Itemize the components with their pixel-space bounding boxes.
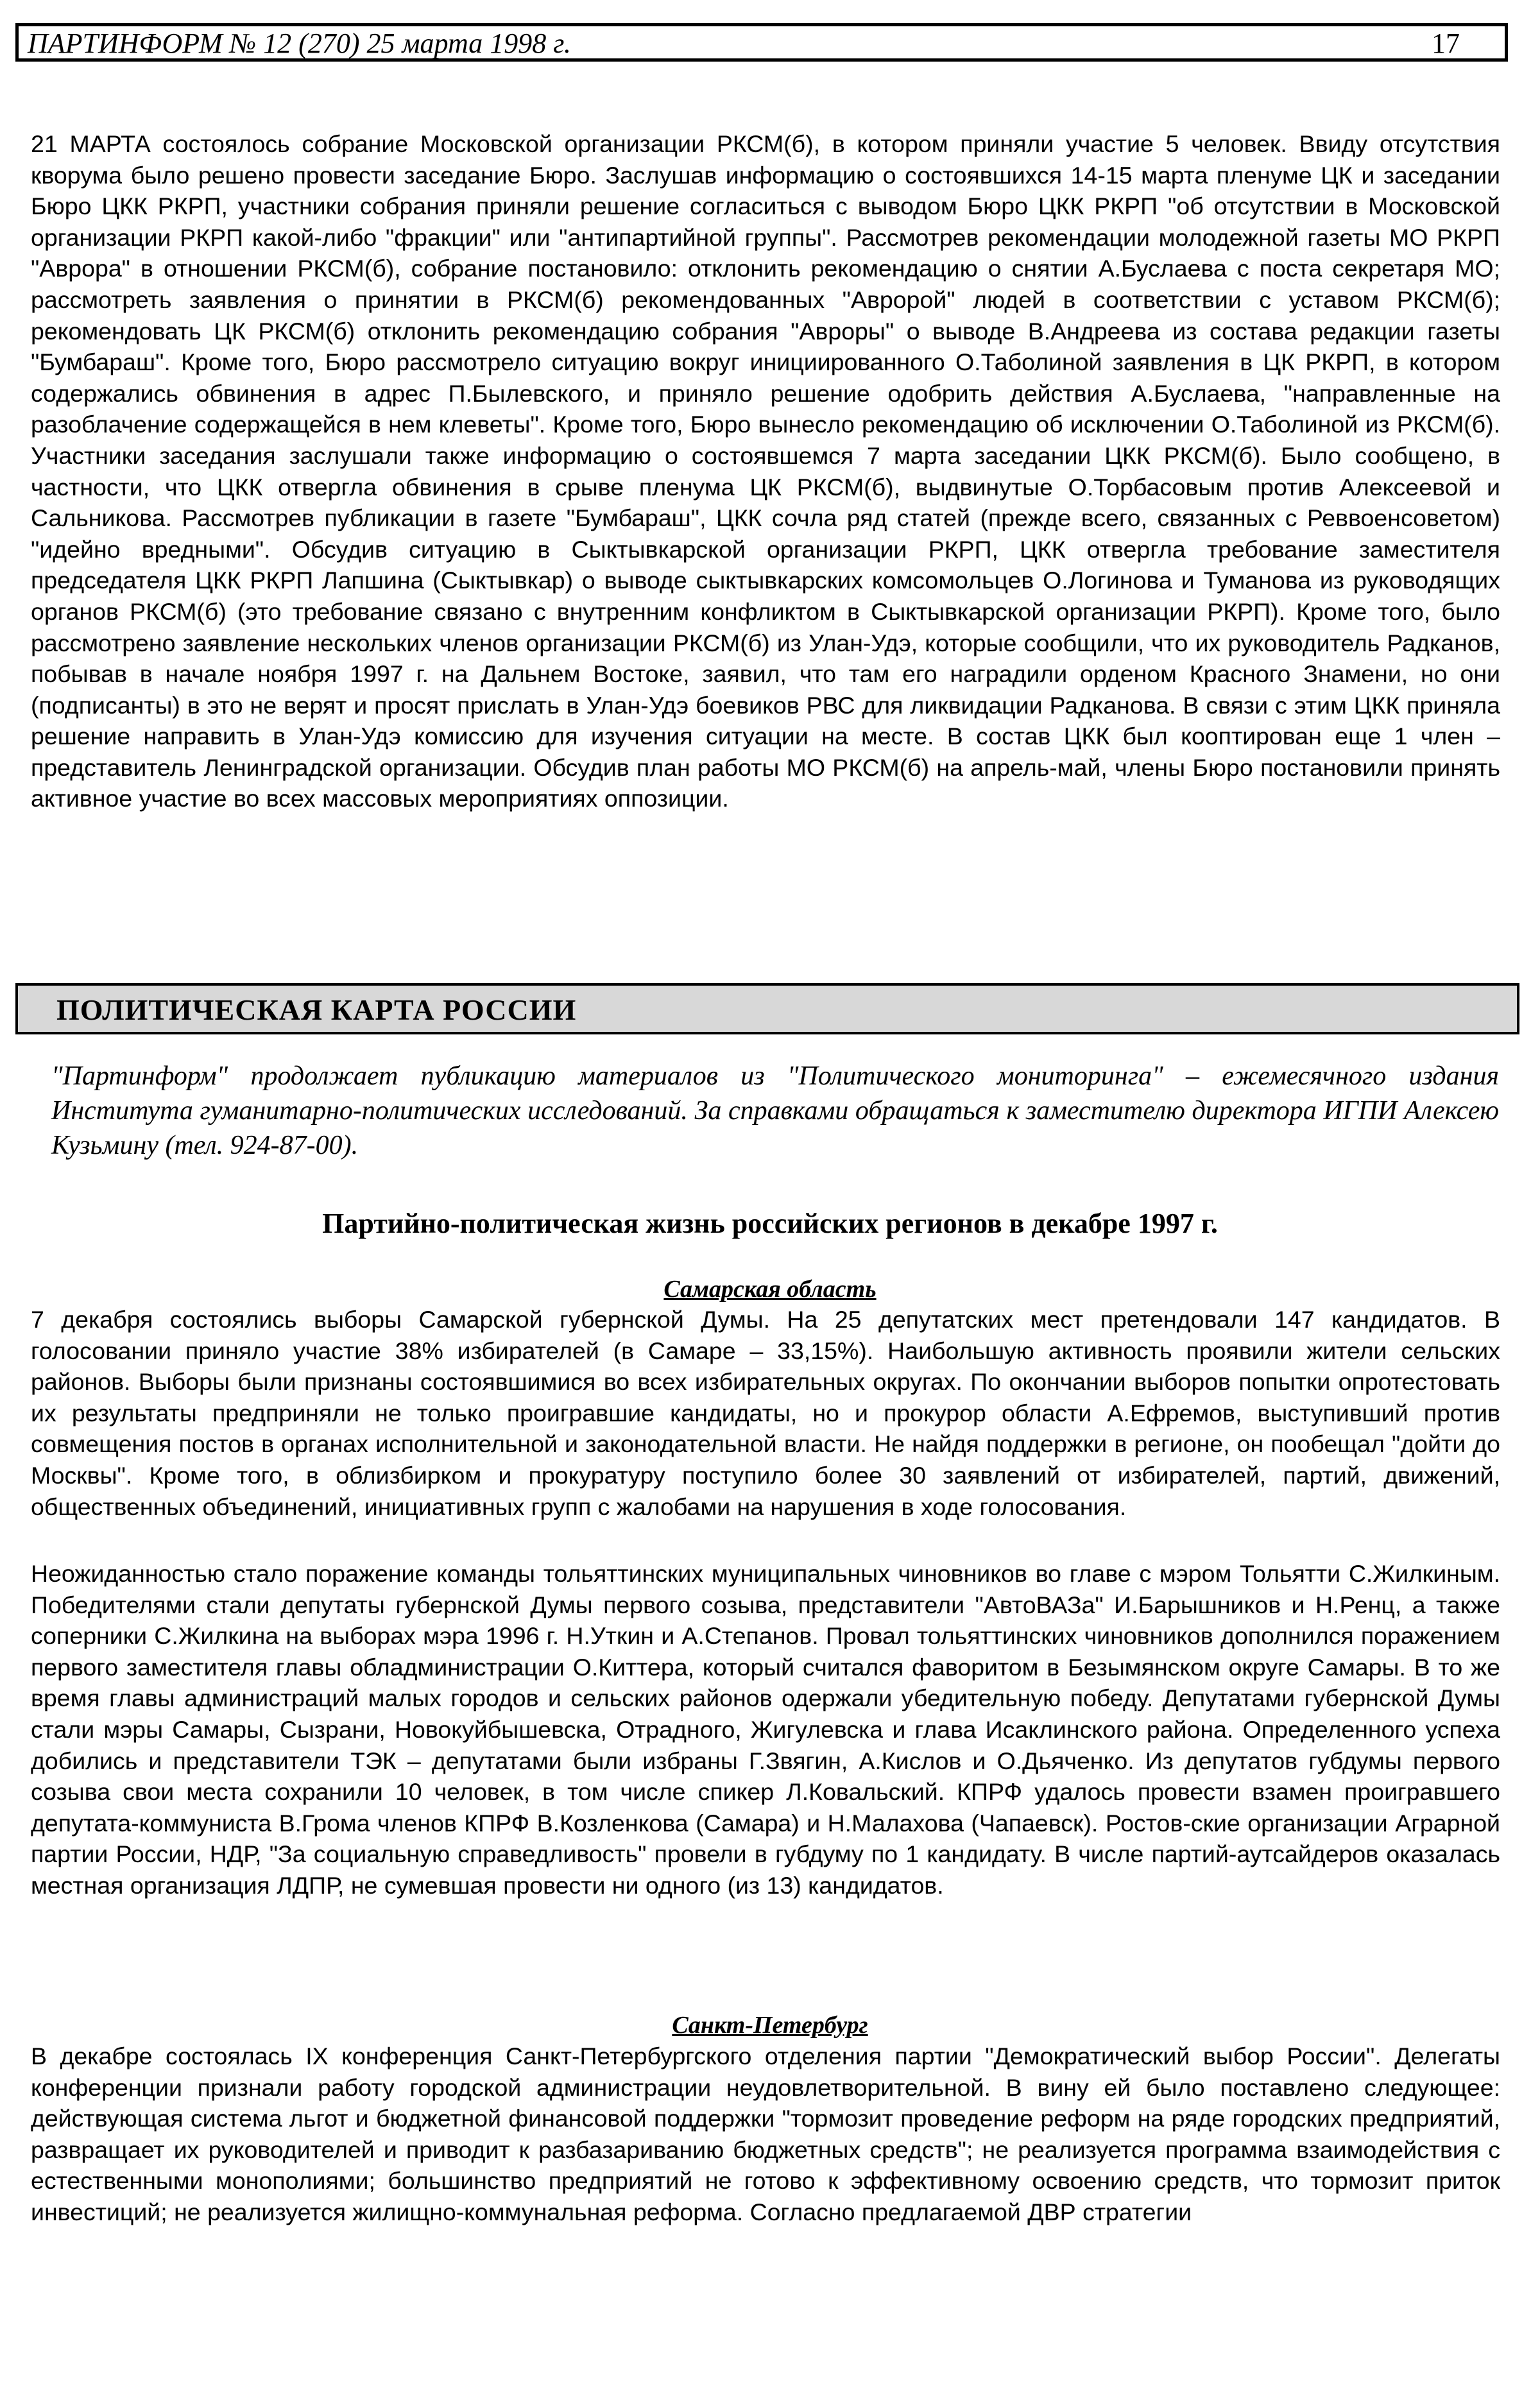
section-title: ПОЛИТИЧЕСКАЯ КАРТА РОССИИ <box>56 993 577 1026</box>
region-heading-samara: Самарская область <box>663 1276 877 1303</box>
samara-paragraph-2: Неожиданностью стало поражение команды тольяттинских муниципальных чиновников во главе с мэром Тольятти С.Жилкиным. Победителями стали депутаты губернской Думы первого созыва, представители "АвтоВАЗа" И.Барышников и Н.Ренц, а также соперники С.Жилкина на выборах мэра 1996 г. Н.Уткин и А.Степанов. Провал тольяттинских чиновников дополнился поражением первого заместителя главы обладминистрации О.Киттера, который считался фаворитом в Безымянском округе Самары. В то же время главы администраций малых городов и сельских районов одержали убедительную победу. Депутатами губернской Думы стали мэры Самары, Сызрани, Новокуйбышевска, Отрадного, Жигулевска и глава Исаклинского района. Определенного успеха добились и представители ТЭК – депутатами были избраны Г.Звягин, А.Кислов и О.Дьяченко. Из депутатов губдумы первого созыва свои места сохранили 10 человек, в том числе спикер Л.Ковальский. КПРФ удалось провести взамен проигравшего депутата-коммуниста В.Грома членов КПРФ В.Козленкова (Самара) и Н.Малахова (Чапаевск). Ростов-ские организации Аграрной партии России, НДР, "За социальную справедливость" провели в губдуму по 1 кандидату. В числе партий-аутсайдеров оказалась местная организация ЛДПР, не сумевшая провести ни одного (из 13) кандидатов. <box>31 1560 1500 1899</box>
intro-paragraph: 21 МАРТА состоялось собрание Московской организации РКСМ(б), в котором приняли участие 5 человек. Ввиду отсутствия кворума было решено провести заседание Бюро. Заслушав информацию о состоявшихся 14-15 марта пленуме ЦК и заседании Бюро ЦКК РКРП, участники собрания приняли решение согласиться с выводом Бюро ЦКК РКРП "об отсутствии в Московской организации РКРП какой-либо "фракции" или "антипартийной группы". Рассмотрев рекомендации молодежной газеты МО РКРП "Аврора" в отношении РКСМ(б), собрание постановило: отклонить рекомендацию о снятии А.Буслаева с поста секретаря МО; рассмотреть заявления о принятии в РКСМ(б) рекомендованных "Авророй" людей в соответствии с уставом РКСМ(б); рекомендовать ЦК РКСМ(б) отклонить рекомендацию собрания "Авроры" о выводе В.Андреева из состава редакции газеты "Бумбараш". Кроме того, Бюро рассмотрело ситуацию вокруг инициированного О.Таболиной заявления в ЦК РКРП, в котором содержались обвинения в адрес П.Былевского, и приняло решение одобрить действия А.Буслаева, "направленные на разоблачение содержащейся в нем клеветы". Кроме того, Бюро вынесло рекомендацию об исключении О.Таболиной из РКСМ(б). Участники заседания заслушали также информацию о состоявшемся 7 марта заседании ЦКК РКСМ(б). Было сообщено, в частности, что ЦКК отвергла обвинения в срыве пленума ЦК РКСМ(б), выдвинутые О.Торбасовым против Алексеевой и Сальникова. Рассмотрев публикации в газете "Бумбараш", ЦКК сочла ряд статей (прежде всего, связанных с Реввоенсоветом) "идейно вредными". Обсудив ситуацию в Сыктывкарской организации РКРП, ЦКК отвергла требование заместителя председателя ЦКК РКРП Лапшина (Сыктывкар) о выводе сыктывкарских комсомольцев О.Логинова и Туманова из руководящих органов РКСМ(б) (это требование связано с внутренним конфликтом в Сыктывкарской организации РКРП). Кроме того, было рассмотрено заявление нескольких членов организации РКСМ(б) из Улан-Удэ, которые сообщили, что их руководитель Радканов, побывав в начале ноября 1997 г. на Дальнем Востоке, заявил, что там его наградили орденом Красного Знамени, но они (подписанты) в это не верят и просят прислать в Улан-Удэ боевиков РВС для ликвидации Радканова. В связи с этим ЦКК приняла решение направить в Улан-Удэ комиссию для изучения ситуации на месте. В состав ЦКК был кооптирован еще 1 член – представитель Ленинградской организации. Обсудив план работы МО РКСМ(б) на апрель-май, члены Бюро постановили принять активное участие во всех массовых мероприятиях оппозиции. <box>31 130 1500 812</box>
spb-paragraph-1: В декабре состоялась IX конференция Санкт-Петербургского отделения партии "Демократический выбор России". Делегаты конференции признали работу городской администрации неудовлетворительной. В вину ей было поставлено следующее: действующая система льгот и бюджетной финансовой поддержки "тормозит проведение реформ на ряде городских предприятий, развращает их руководителей и приводит к разбазариванию бюджетных средств"; не реализуется программа взаимодействия с естественными монополиями; большинство предприятий не готово к эффективному освоению средств, что тормозит приток инвестиций; не реализуется жилищно-коммунальная реформа. Согласно предлагаемой ДВР стратегии <box>31 2043 1500 2225</box>
samara-paragraph-1: 7 декабря состоялись выборы Самарской губернской Думы. На 25 депутатских мест претендовали 147 кандидатов. В голосовании приняло участие 38% избирателей (в Самаре – 33,15%). Наибольшую активность проявили жители сельских районов. Выборы были признаны состоявшимися во всех избирательных округах. По окончании выборов попытки опротестовать их результаты предприняли не только проигравшие кандидаты, но и прокурор области А.Ефремов, выступивший против совмещения постов в органах исполнительной и законодательной власти. Не найдя поддержки в регионе, он пообещал "дойти до Москвы". Кроме того, в облизбирком и прокуратуру поступило более 30 заявлений от избирателей, партий, движений, общественных объединений, инициативных групп с жалобами на нарушения в ходе голосования. <box>31 1306 1500 1520</box>
page-number: 17 <box>1432 28 1460 59</box>
region-heading-spb: Санкт-Петербург <box>672 2012 868 2039</box>
section-banner <box>15 983 1519 1034</box>
publication-title: ПАРТИНФОРМ № 12 (270) 25 марта 1998 г. <box>28 28 571 59</box>
section-intro: "Партинформ" продолжает публикацию материалов из "Политического мониторинга" – ежемесячного издания Института гуманитарно-политических исследований. За справками обращаться к заместителю директора ИГПИ Алексею Кузьмину (тел. 924-87-00). <box>51 1061 1499 1160</box>
page-header <box>15 23 1508 62</box>
article-heading: Партийно-политическая жизнь российских регионов в декабре 1997 г. <box>322 1208 1218 1239</box>
